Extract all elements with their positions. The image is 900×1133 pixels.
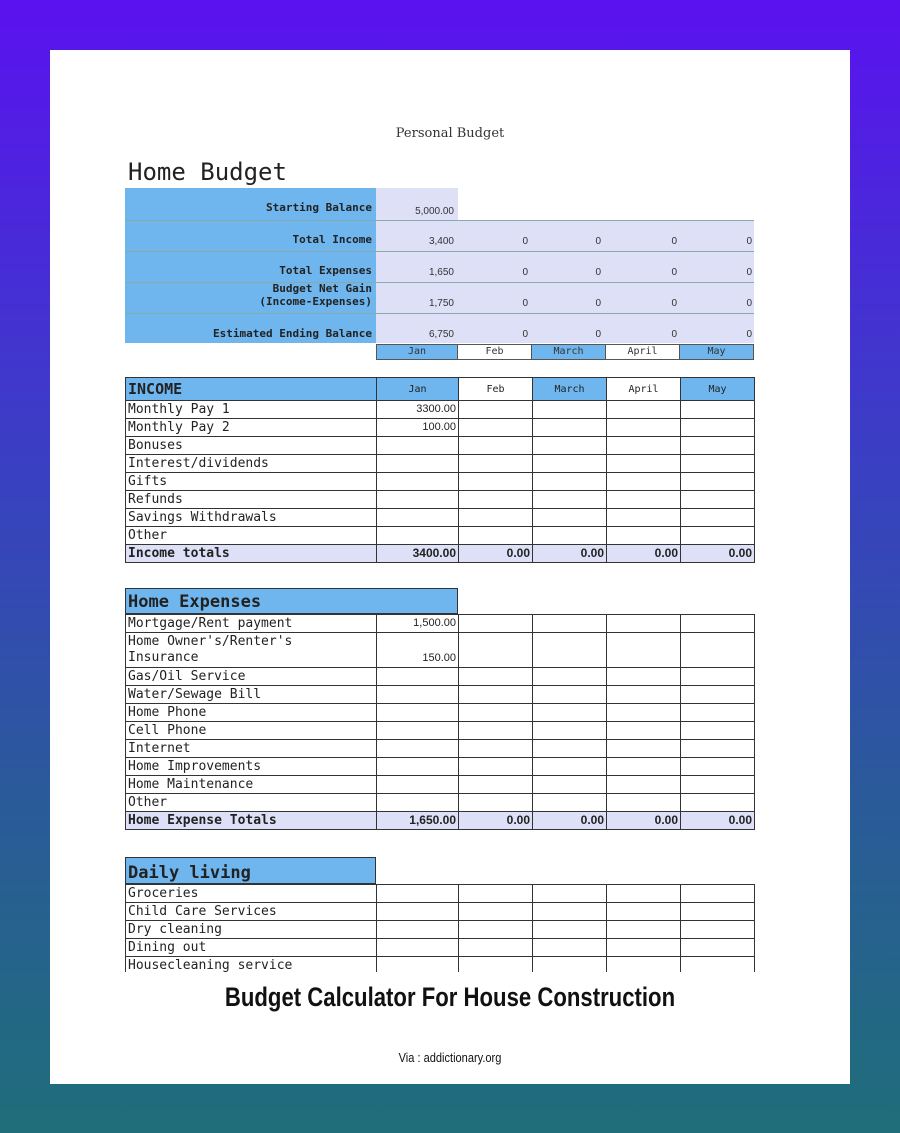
- cell: [681, 455, 755, 473]
- cell: [681, 776, 755, 794]
- daily-living-table: [125, 884, 755, 972]
- cell: [607, 758, 681, 776]
- home-budget-title: Home Budget: [128, 158, 287, 186]
- cell: [533, 758, 607, 776]
- cell: [533, 633, 607, 668]
- cell: [377, 794, 459, 812]
- home-expense-total-label: Home Expense Totals: [126, 812, 377, 830]
- row-label-line1: Home Owner's/Renter's: [128, 634, 293, 649]
- summary-month-feb: Feb: [457, 344, 532, 360]
- cell: [533, 704, 607, 722]
- cell: [459, 957, 533, 973]
- income-total-feb: 0.00: [459, 545, 533, 563]
- cell: [459, 527, 533, 545]
- home-expenses-table: [125, 614, 755, 830]
- cell: [533, 686, 607, 704]
- cell: [377, 509, 459, 527]
- table-row: [126, 758, 755, 776]
- cell: [459, 794, 533, 812]
- cell: [533, 921, 607, 939]
- summary-row: [125, 283, 372, 311]
- cell: [533, 885, 607, 903]
- total-income-feb: 0: [522, 236, 528, 247]
- cell: [533, 615, 607, 633]
- table-row: [126, 491, 755, 509]
- net-gain-jan: 1,750: [428, 298, 454, 309]
- table-row: [126, 921, 755, 939]
- cell: 100.00: [377, 419, 459, 437]
- home-expense-total-feb: 0.00: [459, 812, 533, 830]
- total-expenses-march: 0: [595, 267, 601, 278]
- income-month-may: May: [681, 378, 755, 401]
- cell: [459, 509, 533, 527]
- row-label: Dry cleaning: [126, 921, 377, 939]
- image-card: [50, 50, 850, 1084]
- ending-balance-feb: 0: [522, 329, 528, 340]
- cell: [681, 401, 755, 419]
- summary-row: [125, 202, 372, 216]
- cell: [459, 939, 533, 957]
- table-row: [126, 615, 755, 633]
- cell: [681, 939, 755, 957]
- cell: [607, 957, 681, 973]
- cell: [607, 794, 681, 812]
- cell: [459, 668, 533, 686]
- cell: [377, 473, 459, 491]
- cell: [681, 419, 755, 437]
- cell: [607, 885, 681, 903]
- row-label-line2: Insurance: [128, 650, 199, 665]
- row-label: Refunds: [126, 491, 377, 509]
- cell: [377, 722, 459, 740]
- row-label: Water/Sewage Bill: [126, 686, 377, 704]
- cell: [607, 527, 681, 545]
- table-row: [126, 509, 755, 527]
- row-label: Savings Withdrawals: [126, 509, 377, 527]
- total-expenses-jan: 1,650: [428, 267, 454, 278]
- summary-month-march: March: [531, 344, 606, 360]
- home-expense-total-may: 0.00: [681, 812, 755, 830]
- income-month-feb: Feb: [459, 378, 533, 401]
- total-income-april: 0: [671, 236, 677, 247]
- row-label: Monthly Pay 1: [126, 401, 377, 419]
- cell: [459, 740, 533, 758]
- cell: [377, 903, 459, 921]
- income-month-march: March: [533, 378, 607, 401]
- table-row: [126, 903, 755, 921]
- table-row: [126, 633, 755, 668]
- cell: [681, 921, 755, 939]
- table-row: [126, 885, 755, 903]
- cell: [607, 903, 681, 921]
- table-row: [126, 473, 755, 491]
- cell: [607, 722, 681, 740]
- cell: [459, 419, 533, 437]
- cell: [607, 437, 681, 455]
- row-label: Other: [126, 794, 377, 812]
- cell: [533, 527, 607, 545]
- income-total-april: 0.00: [607, 545, 681, 563]
- cell: [681, 794, 755, 812]
- total-expenses-april: 0: [671, 267, 677, 278]
- total-income-may: 0: [746, 236, 752, 247]
- row-label: Home Maintenance: [126, 776, 377, 794]
- cell: [607, 921, 681, 939]
- cell: 1,500.00: [377, 615, 459, 633]
- row-label: Monthly Pay 2: [126, 419, 377, 437]
- cell: [533, 509, 607, 527]
- income-title: INCOME: [126, 378, 377, 401]
- cell: [681, 686, 755, 704]
- table-row: [126, 704, 755, 722]
- net-gain-label: Budget Net Gain: [272, 282, 372, 295]
- cell: [377, 957, 459, 973]
- summary-row: [125, 328, 372, 342]
- cell: [607, 491, 681, 509]
- cell: [377, 704, 459, 722]
- table-row: [126, 740, 755, 758]
- income-total-march: 0.00: [533, 545, 607, 563]
- income-total-row: [126, 545, 755, 563]
- cell: [681, 615, 755, 633]
- daily-living-title: Daily living: [125, 857, 376, 884]
- table-row: [126, 455, 755, 473]
- income-total-may: 0.00: [681, 545, 755, 563]
- cell: [377, 758, 459, 776]
- cell: [533, 473, 607, 491]
- summary-divider: [125, 251, 754, 252]
- cell: [459, 758, 533, 776]
- home-expenses-title: Home Expenses: [125, 588, 458, 614]
- row-label: Housecleaning service: [126, 957, 377, 973]
- cell: [681, 473, 755, 491]
- summary-row: [125, 234, 372, 248]
- net-gain-feb: 0: [522, 298, 528, 309]
- cell: [607, 401, 681, 419]
- cell: [459, 921, 533, 939]
- row-label: [126, 633, 377, 668]
- income-total-label: Income totals: [126, 545, 377, 563]
- table-row: [126, 776, 755, 794]
- cell: [377, 776, 459, 794]
- cell: [377, 740, 459, 758]
- cell: [681, 527, 755, 545]
- cell: [377, 921, 459, 939]
- summary-divider: [125, 313, 754, 314]
- cell: [607, 740, 681, 758]
- cell: [377, 885, 459, 903]
- cell: [533, 419, 607, 437]
- starting-balance-label: Starting Balance: [266, 201, 372, 214]
- cell: [607, 704, 681, 722]
- cell: [533, 740, 607, 758]
- table-row: [126, 686, 755, 704]
- cell: [377, 437, 459, 455]
- row-label: Child Care Services: [126, 903, 377, 921]
- row-label: Other: [126, 527, 377, 545]
- cell: [607, 668, 681, 686]
- cell: [533, 455, 607, 473]
- cell: [607, 473, 681, 491]
- income-month-april: April: [607, 378, 681, 401]
- starting-balance-value: 5,000.00: [415, 206, 454, 217]
- total-income-jan: 3,400: [428, 236, 454, 247]
- caption-title: Budget Calculator For House Construction: [224, 982, 676, 1012]
- table-row: [126, 401, 755, 419]
- home-expense-total-march: 0.00: [533, 812, 607, 830]
- cell: [459, 722, 533, 740]
- cell: [533, 939, 607, 957]
- cell: [459, 776, 533, 794]
- cell: [533, 957, 607, 973]
- cell: [681, 668, 755, 686]
- net-gain-march: 0: [595, 298, 601, 309]
- cell: [681, 491, 755, 509]
- row-label: Home Improvements: [126, 758, 377, 776]
- row-label: Gifts: [126, 473, 377, 491]
- cell: [533, 437, 607, 455]
- income-total-jan: 3400.00: [377, 545, 459, 563]
- ending-balance-april: 0: [671, 329, 677, 340]
- row-label: Groceries: [126, 885, 377, 903]
- cell: [533, 401, 607, 419]
- cell: [681, 903, 755, 921]
- cell: [377, 939, 459, 957]
- income-month-jan: Jan: [377, 378, 459, 401]
- cell: [607, 776, 681, 794]
- cell: [459, 903, 533, 921]
- cell: [681, 633, 755, 668]
- cell: [533, 794, 607, 812]
- total-expenses-label: Total Expenses: [279, 264, 372, 277]
- row-label: Cell Phone: [126, 722, 377, 740]
- ending-balance-may: 0: [746, 329, 752, 340]
- row-label: Gas/Oil Service: [126, 668, 377, 686]
- row-label: Home Phone: [126, 704, 377, 722]
- cell: [377, 491, 459, 509]
- total-expenses-feb: 0: [522, 267, 528, 278]
- income-header-row: [126, 378, 755, 401]
- cell: [681, 885, 755, 903]
- ending-balance-march: 0: [595, 329, 601, 340]
- income-table: [125, 377, 755, 563]
- cell: [459, 401, 533, 419]
- cell: [681, 957, 755, 973]
- row-label: Mortgage/Rent payment: [126, 615, 377, 633]
- ending-balance-label: Estimated Ending Balance: [213, 327, 372, 340]
- total-income-label: Total Income: [292, 233, 372, 246]
- spreadsheet-image: [50, 50, 850, 972]
- caption-source: Via : addictionary.org: [398, 1050, 502, 1065]
- summary-row: [125, 265, 372, 279]
- cell: [377, 668, 459, 686]
- cell: [533, 722, 607, 740]
- table-row: [126, 957, 755, 973]
- cell: 150.00: [377, 633, 459, 668]
- cell: [459, 885, 533, 903]
- home-expense-total-jan: 1,650.00: [377, 812, 459, 830]
- cell: [607, 633, 681, 668]
- summary-month-jan: Jan: [376, 344, 458, 360]
- row-label: Internet: [126, 740, 377, 758]
- table-row: [126, 527, 755, 545]
- cell: [607, 455, 681, 473]
- total-income-march: 0: [595, 236, 601, 247]
- home-expense-total-row: [126, 812, 755, 830]
- cell: [459, 633, 533, 668]
- document-title: Personal Budget: [395, 126, 505, 141]
- table-row: [126, 419, 755, 437]
- summary-divider: [125, 220, 754, 221]
- total-expenses-may: 0: [746, 267, 752, 278]
- cell: 3300.00: [377, 401, 459, 419]
- cell: [681, 758, 755, 776]
- table-row: [126, 794, 755, 812]
- cell: [607, 419, 681, 437]
- cell: [459, 455, 533, 473]
- cell: [681, 437, 755, 455]
- cell: [681, 704, 755, 722]
- cell: [459, 473, 533, 491]
- cell: [533, 776, 607, 794]
- cell: [533, 668, 607, 686]
- ending-balance-jan: 6,750: [428, 329, 454, 340]
- cell: [681, 740, 755, 758]
- cell: [533, 491, 607, 509]
- table-row: [126, 668, 755, 686]
- net-gain-sublabel: (Income-Expenses): [259, 295, 372, 308]
- cell: [459, 686, 533, 704]
- cell: [377, 686, 459, 704]
- cell: [377, 527, 459, 545]
- table-row: [126, 939, 755, 957]
- cell: [607, 509, 681, 527]
- net-gain-may: 0: [746, 298, 752, 309]
- cell: [377, 455, 459, 473]
- cell: [681, 722, 755, 740]
- row-label: Dining out: [126, 939, 377, 957]
- cell: [607, 615, 681, 633]
- cell: [607, 939, 681, 957]
- table-row: [126, 722, 755, 740]
- cell: [459, 437, 533, 455]
- net-gain-april: 0: [671, 298, 677, 309]
- cell: [459, 615, 533, 633]
- cell: [459, 704, 533, 722]
- row-label: Bonuses: [126, 437, 377, 455]
- cell: [607, 686, 681, 704]
- summary-month-april: April: [605, 344, 680, 360]
- cell: [459, 491, 533, 509]
- table-row: [126, 437, 755, 455]
- cell: [533, 903, 607, 921]
- cell: [681, 509, 755, 527]
- row-label: Interest/dividends: [126, 455, 377, 473]
- home-expense-total-april: 0.00: [607, 812, 681, 830]
- summary-month-may: May: [679, 344, 754, 360]
